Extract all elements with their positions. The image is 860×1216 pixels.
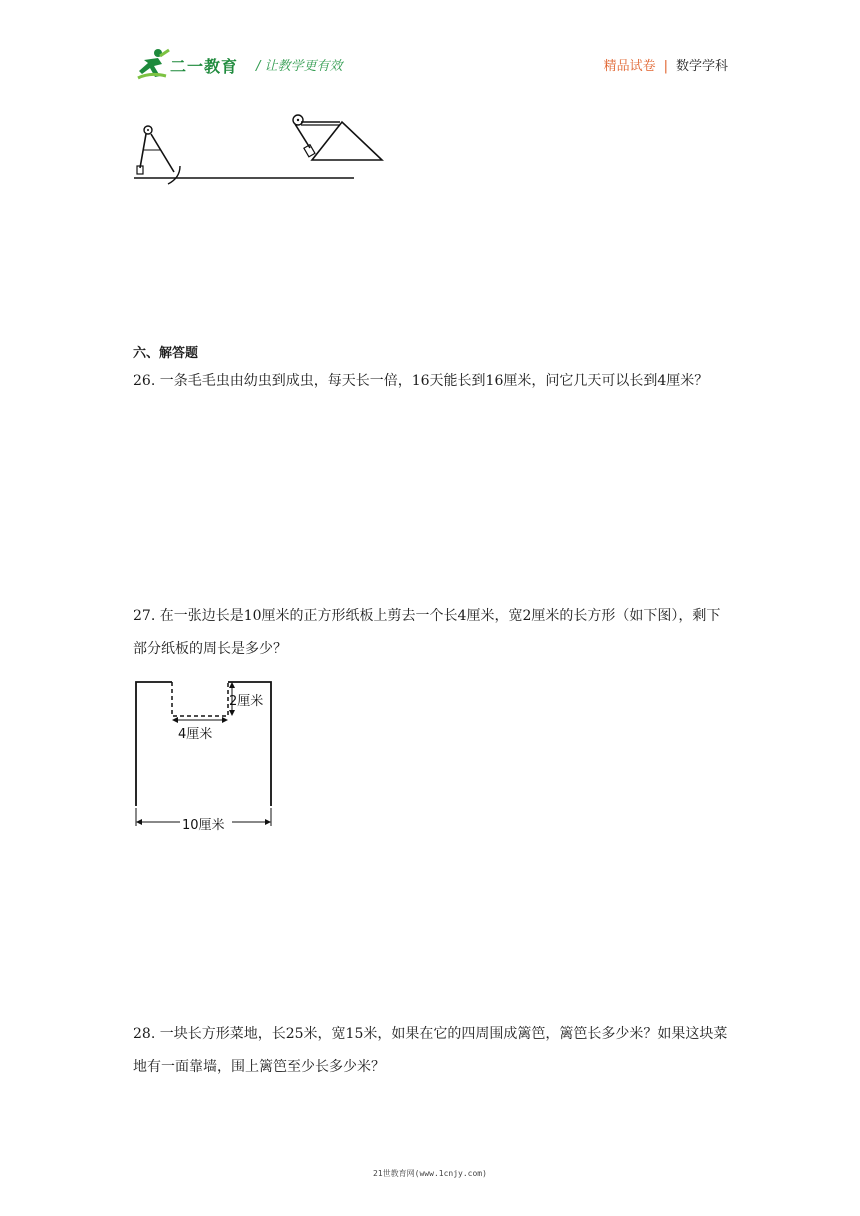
runner-logo-icon (136, 46, 170, 82)
question-number: 27. (133, 608, 156, 624)
question-text: 一块长方形菜地，长25米，宽15米，如果在它的四周围成篱笆，篱笆长多少米？如果这块菜地有一面靠墙，围上篱笆至少长多少米？ (133, 1026, 728, 1075)
cutout-rectangle (172, 682, 228, 716)
header-right (604, 55, 728, 74)
question-text: 在一张边长是10厘米的正方形纸板上剪去一个长4厘米，宽2厘米的长方形（如下图），剩下部分纸板的周长是多少？ (133, 608, 721, 657)
brand-logo (136, 46, 376, 82)
question-number: 28. (133, 1026, 156, 1042)
compass-icon-left (137, 126, 180, 184)
cut-width-label: 4厘米 (178, 727, 213, 742)
premium-label: 精品试卷 (603, 59, 656, 74)
question-text: 一条毛毛虫由幼虫到成虫，每天长一倍，16天能长到16厘米，问它几天可以长到4厘米？ (159, 373, 709, 389)
height-label: 2厘米 (229, 694, 264, 709)
compass-icon-right (293, 115, 382, 160)
question-27 (133, 600, 731, 666)
section-title: 六、解答题 (133, 346, 199, 361)
brand-slogan: / 让教学更有效 (256, 59, 343, 74)
question-26 (133, 365, 731, 398)
question-number: 26. (133, 373, 156, 389)
page-footer: 21世教育网(www.1cnjy.com) (373, 1169, 487, 1178)
brand-name: 二一教育 (170, 57, 239, 76)
question-28 (133, 1018, 731, 1084)
header-separator: | (663, 59, 668, 74)
side-length-label: 10厘米 (182, 818, 225, 833)
subject-label: 数学学科 (675, 59, 728, 74)
square-cutout-figure (128, 676, 278, 838)
compass-construction-figure (130, 108, 390, 190)
